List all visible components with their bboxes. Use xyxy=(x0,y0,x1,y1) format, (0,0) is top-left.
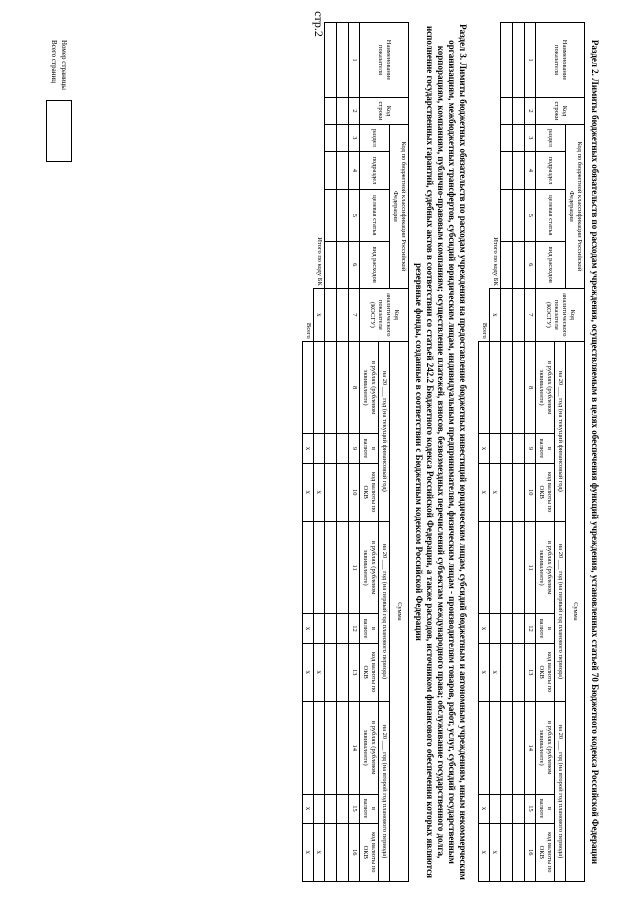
colnum: 11 xyxy=(349,521,360,614)
x-mark: х xyxy=(303,463,314,521)
colnum: 10 xyxy=(525,463,536,521)
x-mark: х xyxy=(479,794,490,823)
x-mark: х xyxy=(479,434,490,463)
header-target: целевая статья xyxy=(536,190,566,242)
header-y3: на 20 ___ год (на второй год планового периода) xyxy=(555,701,566,881)
colnum: 1 xyxy=(525,23,536,98)
header-razdel: раздел xyxy=(536,125,566,152)
table-row xyxy=(501,23,513,882)
colnum: 1 xyxy=(349,23,360,98)
header-name: Наименование показателя xyxy=(536,23,585,98)
header-cur: в валюте xyxy=(360,794,379,823)
colnum: 13 xyxy=(525,643,536,701)
x-mark: х xyxy=(303,643,314,701)
rotated-content xyxy=(40,22,600,882)
header-analytic: Код аналитического показателя (КОСГУ) xyxy=(360,288,409,341)
x-mark: х xyxy=(490,823,501,881)
colnum: 8 xyxy=(349,341,360,434)
total-pages-label: Всего страниц xyxy=(50,40,58,84)
x-mark: х xyxy=(490,288,501,341)
table-row xyxy=(513,23,525,882)
x-mark: х xyxy=(479,643,490,701)
colnum: 3 xyxy=(525,125,536,152)
header-rub: в рублях (рублевом эквиваленте) xyxy=(536,521,555,614)
total-row xyxy=(303,23,314,882)
total-bk-label: Итого по коду БК xyxy=(315,237,323,286)
x-mark: х xyxy=(490,643,501,701)
x-mark: х xyxy=(303,614,314,643)
colnum: 12 xyxy=(525,614,536,643)
page-footer xyxy=(46,40,72,162)
table-row xyxy=(325,23,337,882)
x-mark: х xyxy=(490,463,501,521)
colnum: 14 xyxy=(525,701,536,794)
colnum: 15 xyxy=(349,794,360,823)
header-okv: код валюты по ОКВ xyxy=(536,823,555,881)
total-label: Всего xyxy=(480,322,488,339)
header-okv: код валюты по ОКВ xyxy=(360,823,379,881)
header-cur: в валюте xyxy=(536,794,555,823)
colnum: 8 xyxy=(525,341,536,434)
colnum: 16 xyxy=(525,823,536,881)
header-rub: в рублях (рублевом эквиваленте) xyxy=(360,521,379,614)
header-bk: Код по бюджетной классификации Российской Федерации xyxy=(566,125,585,289)
header-rub: в рублях (рублевом эквиваленте) xyxy=(360,701,379,794)
total-bk-row xyxy=(490,23,501,882)
section-2-table xyxy=(478,22,585,882)
header-name: Наименование показателя xyxy=(360,23,409,98)
header-sum: Сумма xyxy=(390,341,409,881)
x-mark: х xyxy=(314,463,325,521)
header-okv: код валюты по ОКВ xyxy=(360,643,379,701)
header-okv: код валюты по ОКВ xyxy=(536,643,555,701)
header-vid: вид расходов xyxy=(360,241,390,288)
page-number-label: Номер страницы xyxy=(60,40,68,91)
colnum: 4 xyxy=(525,151,536,189)
x-mark: х xyxy=(303,794,314,823)
colnum: 6 xyxy=(525,241,536,288)
colnum: 7 xyxy=(349,288,360,341)
header-code-row: Код строки xyxy=(360,98,409,125)
x-mark: х xyxy=(314,643,325,701)
header-y3: на 20 ___ год (на второй год планового периода) xyxy=(379,701,390,881)
colnum: 13 xyxy=(349,643,360,701)
colnum: 6 xyxy=(349,241,360,288)
section-2-title: Раздел 2. Лимиты бюджетных обязательств по расходам учреждения, осуществляемым в целях обеспечения функций учреждения, установленных статьей 70 Бюджетного кодекса Российской Федерации xyxy=(590,39,600,865)
colnum: 10 xyxy=(349,463,360,521)
header-y1: на 20 ___ год (на текущий финансовый год) xyxy=(555,341,566,521)
x-mark: х xyxy=(479,823,490,881)
header-target: целевая статья xyxy=(360,190,390,242)
colnum: 3 xyxy=(349,125,360,152)
header-okv: код валюты по ОКВ xyxy=(536,463,555,521)
colnum: 16 xyxy=(349,823,360,881)
colnum: 15 xyxy=(525,794,536,823)
colnum: 11 xyxy=(525,521,536,614)
section-3-title: Раздел 3. Лимиты бюджетных обязательств по расходам учреждения на предоставление бюджетных инвестиций юридическим лицам, субсидий бюджетным и автономным учреждениям, иным некоммерческим организациям, межбюджетных трансфертов, субсидий юридическим лицам, индивидуальным предпринимателям, физическим лицам - производителям товаров, работ, услуг, субсидий государственным корпорациям, компаниям, публично-правовым компаниям; осуществление платежей, взносов, безвозмездных перечислений субъектам международного права; обслуживание государственного долга, исполнение государственных гарантий, судебных актов в соответствии со статьей 242.2 Бюджетного кодекса Российской Федерации, а также расходов, источником финансового обеспечения которых являются резервные фонды, созданные в соответствии с Бюджетным кодексом Российской Федерации xyxy=(414,24,468,880)
header-bk: Код по бюджетной классификации Российской Федерации xyxy=(390,125,409,289)
colnum: 9 xyxy=(525,434,536,463)
colnum: 9 xyxy=(349,434,360,463)
header-cur: в валюте xyxy=(536,614,555,643)
colnum: 5 xyxy=(525,190,536,242)
colnum-row xyxy=(525,23,536,882)
x-mark: х xyxy=(479,614,490,643)
section-3 xyxy=(302,22,468,882)
x-mark: х xyxy=(314,823,325,881)
header-razdel: раздел xyxy=(360,125,390,152)
colnum: 14 xyxy=(349,701,360,794)
header-cur: в валюте xyxy=(360,434,379,463)
page-label: стр.2 xyxy=(312,11,326,37)
colnum: 12 xyxy=(349,614,360,643)
colnum: 5 xyxy=(349,190,360,242)
header-y2: на 20 ___ год (на первый год планового периода) xyxy=(379,521,390,701)
colnum-row xyxy=(349,23,360,882)
header-y1: на 20 ___ год (на текущий финансовый год) xyxy=(379,341,390,521)
table-row xyxy=(337,23,349,882)
header-y2: на 20 ___ год (на первый год планового периода) xyxy=(555,521,566,701)
x-mark: х xyxy=(303,823,314,881)
header-okv: код валюты по ОКВ xyxy=(360,463,379,521)
x-mark: х xyxy=(303,434,314,463)
header-podrazdel: подраздел xyxy=(360,151,390,189)
header-rub: в рублях (рублевом эквиваленте) xyxy=(360,341,379,434)
footer-labels xyxy=(49,40,69,90)
colnum: 7 xyxy=(525,288,536,341)
section-2 xyxy=(478,22,600,882)
x-mark: х xyxy=(479,463,490,521)
header-vid: вид расходов xyxy=(536,241,566,288)
colnum: 2 xyxy=(525,98,536,125)
header-podrazdel: подраздел xyxy=(536,151,566,189)
header-cur: в валюте xyxy=(360,614,379,643)
colnum: 2 xyxy=(349,98,360,125)
section-3-table xyxy=(302,22,409,882)
colnum: 4 xyxy=(349,151,360,189)
x-mark: х xyxy=(314,288,325,341)
total-row xyxy=(479,23,490,882)
header-sum: Сумма xyxy=(566,341,585,881)
total-label: Всего xyxy=(304,322,312,339)
page-number-box xyxy=(46,100,72,162)
total-bk-label: Итого по коду БК xyxy=(491,237,499,286)
total-bk-row xyxy=(314,23,325,882)
header-code-row: Код строки xyxy=(536,98,585,125)
header-rub: в рублях (рублевом эквиваленте) xyxy=(536,701,555,794)
header-rub: в рублях (рублевом эквиваленте) xyxy=(536,341,555,434)
header-cur: в валюте xyxy=(536,434,555,463)
header-analytic: Код аналитического показателя (КОСГУ) xyxy=(536,288,585,341)
